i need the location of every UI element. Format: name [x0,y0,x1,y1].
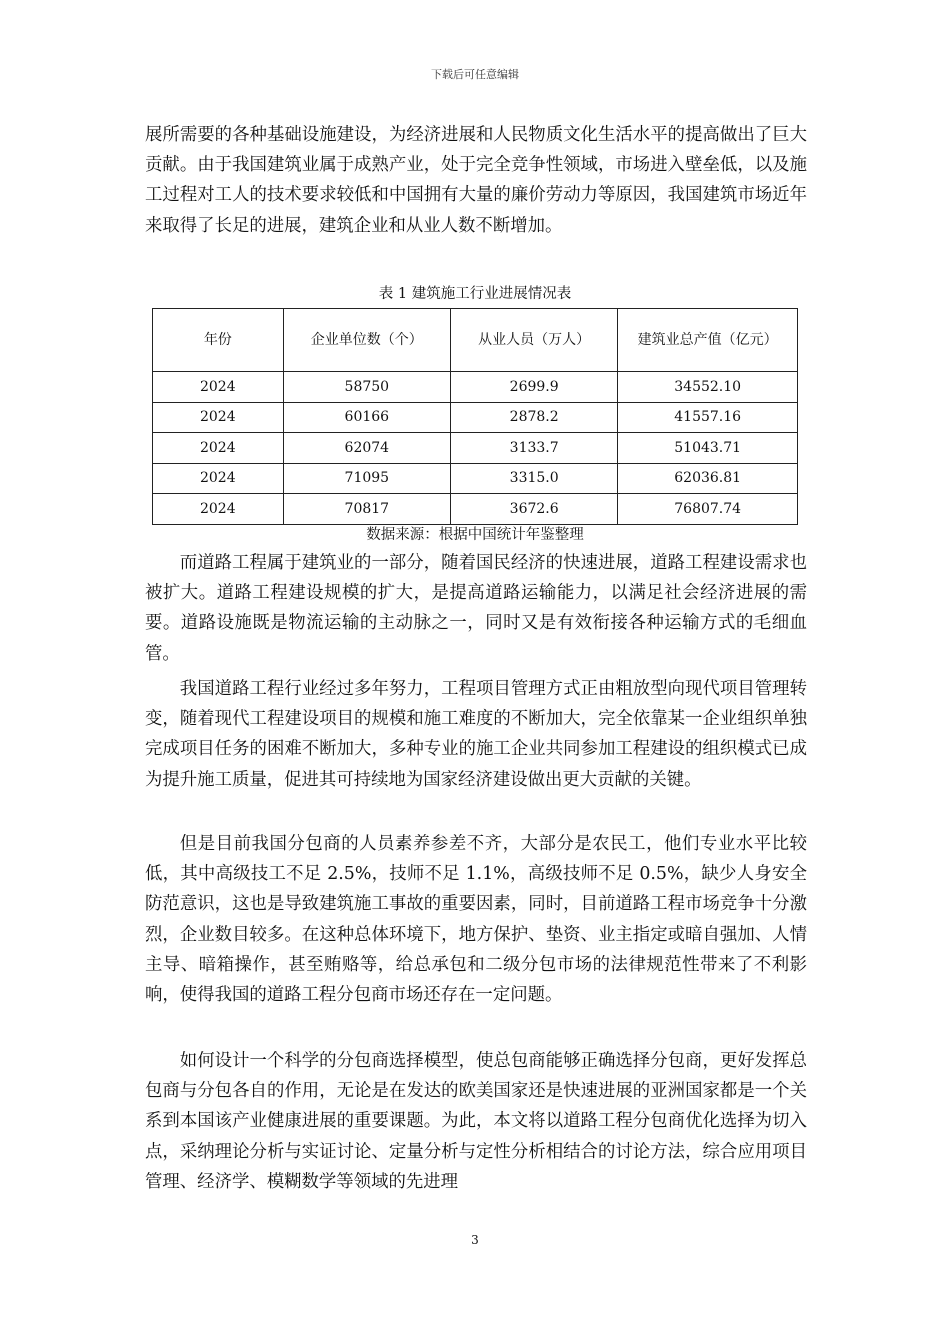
cell-output-value: 41557.16 [618,402,798,433]
table-caption: 表 1 建筑施工行业进展情况表 [378,286,572,302]
cell-output-value: 62036.81 [618,463,798,494]
cell-enterprises: 62074 [283,433,450,464]
table-header-row [153,309,798,372]
table-row [153,402,798,433]
cell-year: 2024 [153,402,284,433]
paragraph-2: 而道路工程属于建筑业的一部分，随着国民经济的快速进展，道路工程建设需求也被扩大。道路工程建设规模的扩大，是提高道路运输能力，以满足社会经济进展的需要。道路设施既是物流运输的主动脉之一，同时又是有效衔接各种运输方式的毛细血管。 [145,553,807,664]
table-row [153,494,798,525]
cell-year: 2024 [153,372,284,403]
paragraph-5: 如何设计一个科学的分包商选择模型，使总包商能够正确选择分包商，更好发挥总包商与分包各自的作用，无论是在发达的欧美国家还是快速进展的亚洲国家都是一个关系到本国该产业健康进展的重要课题。为此，本文将以道路工程分包商优化选择为切入点，采纳理论分析与实证讨论、定量分析与定性分析相结合的讨论方法，综合应用项目管理、经济学、模糊数学等领域的先进理 [145,1051,807,1192]
cell-employees: 2878.2 [450,402,617,433]
header-employees: 从业人员（万人） [450,309,617,372]
header-year: 年份 [153,309,284,372]
paragraph-1: 展所需要的各种基础设施建设，为经济进展和人民物质文化生活水平的提高做出了巨大贡献。由于我国建筑业属于成熟产业，处于完全竞争性领域，市场进入壁垒低，以及施工过程对工人的技术要求较低和中国拥有大量的廉价劳动力等原因，我国建筑市场近年来取得了长足的进展，建筑企业和从业人数不断增加。 [145,125,807,236]
header-output-value: 建筑业总产值（亿元） [618,309,798,372]
cell-enterprises: 71095 [283,463,450,494]
cell-employees: 3672.6 [450,494,617,525]
cell-enterprises: 70817 [283,494,450,525]
cell-output-value: 51043.71 [618,433,798,464]
cell-year: 2024 [153,463,284,494]
cell-employees: 3133.7 [450,433,617,464]
cell-year: 2024 [153,494,284,525]
cell-enterprises: 60166 [283,402,450,433]
page-header: 下载后可任意编辑 [431,68,519,81]
paragraph-4: 但是目前我国分包商的人员素养参差不齐，大部分是农民工，他们专业水平比较低，其中高级技工不足 2.5%，技师不足 1.1%，高级技师不足 0.5%，缺少人身安全防范意识，这也是导致建筑施工事故的重要因素，同时，目前道路工程市场竞争十分激烈，企业数目较多。在这种总体环境下，地方保护、垫资、业主指定或暗自强加、人情主导、暗箱操作，甚至贿赂等，给总承包和二级分包市场的法律规范性带来了不利影响，使得我国的道路工程分包商市场还存在一定问题。 [145,834,807,1006]
table-row [153,372,798,403]
industry-stats-table [152,308,798,525]
cell-employees: 3315.0 [450,463,617,494]
cell-output-value: 76807.74 [618,494,798,525]
cell-year: 2024 [153,433,284,464]
table-row [153,463,798,494]
header-enterprises: 企业单位数（个） [283,309,450,372]
cell-enterprises: 58750 [283,372,450,403]
cell-employees: 2699.9 [450,372,617,403]
table-source-note: 数据来源：根据中国统计年鉴整理 [366,527,584,543]
cell-output-value: 34552.10 [618,372,798,403]
table-row [153,433,798,464]
page-number: 3 [471,1233,479,1247]
paragraph-3: 我国道路工程行业经过多年努力，工程项目管理方式正由粗放型向现代项目管理转变，随着现代工程建设项目的规模和施工难度的不断加大，完全依靠某一企业组织单独完成项目任务的困难不断加大，多种专业的施工企业共同参加工程建设的组织模式已成为提升施工质量，促进其可持续地为国家经济建设做出更大贡献的关键。 [145,679,807,790]
